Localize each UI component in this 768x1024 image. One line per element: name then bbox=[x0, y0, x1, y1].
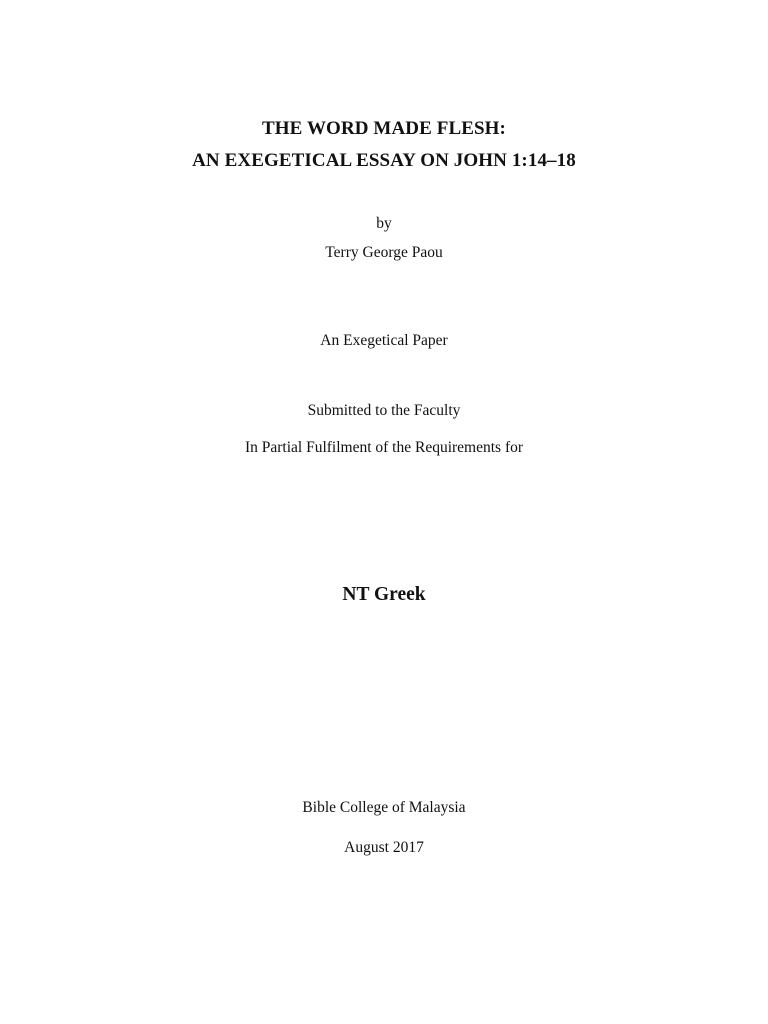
submission-date: August 2017 bbox=[344, 839, 424, 856]
author-name: Terry George Paou bbox=[325, 244, 443, 261]
submission-line-1: Submitted to the Faculty bbox=[307, 402, 461, 419]
course-name: NT Greek bbox=[342, 584, 426, 605]
by-label: by bbox=[376, 215, 392, 232]
paper-type: An Exegetical Paper bbox=[320, 332, 448, 349]
title-line-2: AN EXEGETICAL ESSAY ON JOHN 1:14–18 bbox=[192, 150, 576, 171]
title-line-1: THE WORD MADE FLESH: bbox=[262, 118, 506, 139]
institution-name: Bible College of Malaysia bbox=[302, 799, 466, 816]
submission-line-2: In Partial Fulfilment of the Requirements for bbox=[244, 439, 524, 456]
